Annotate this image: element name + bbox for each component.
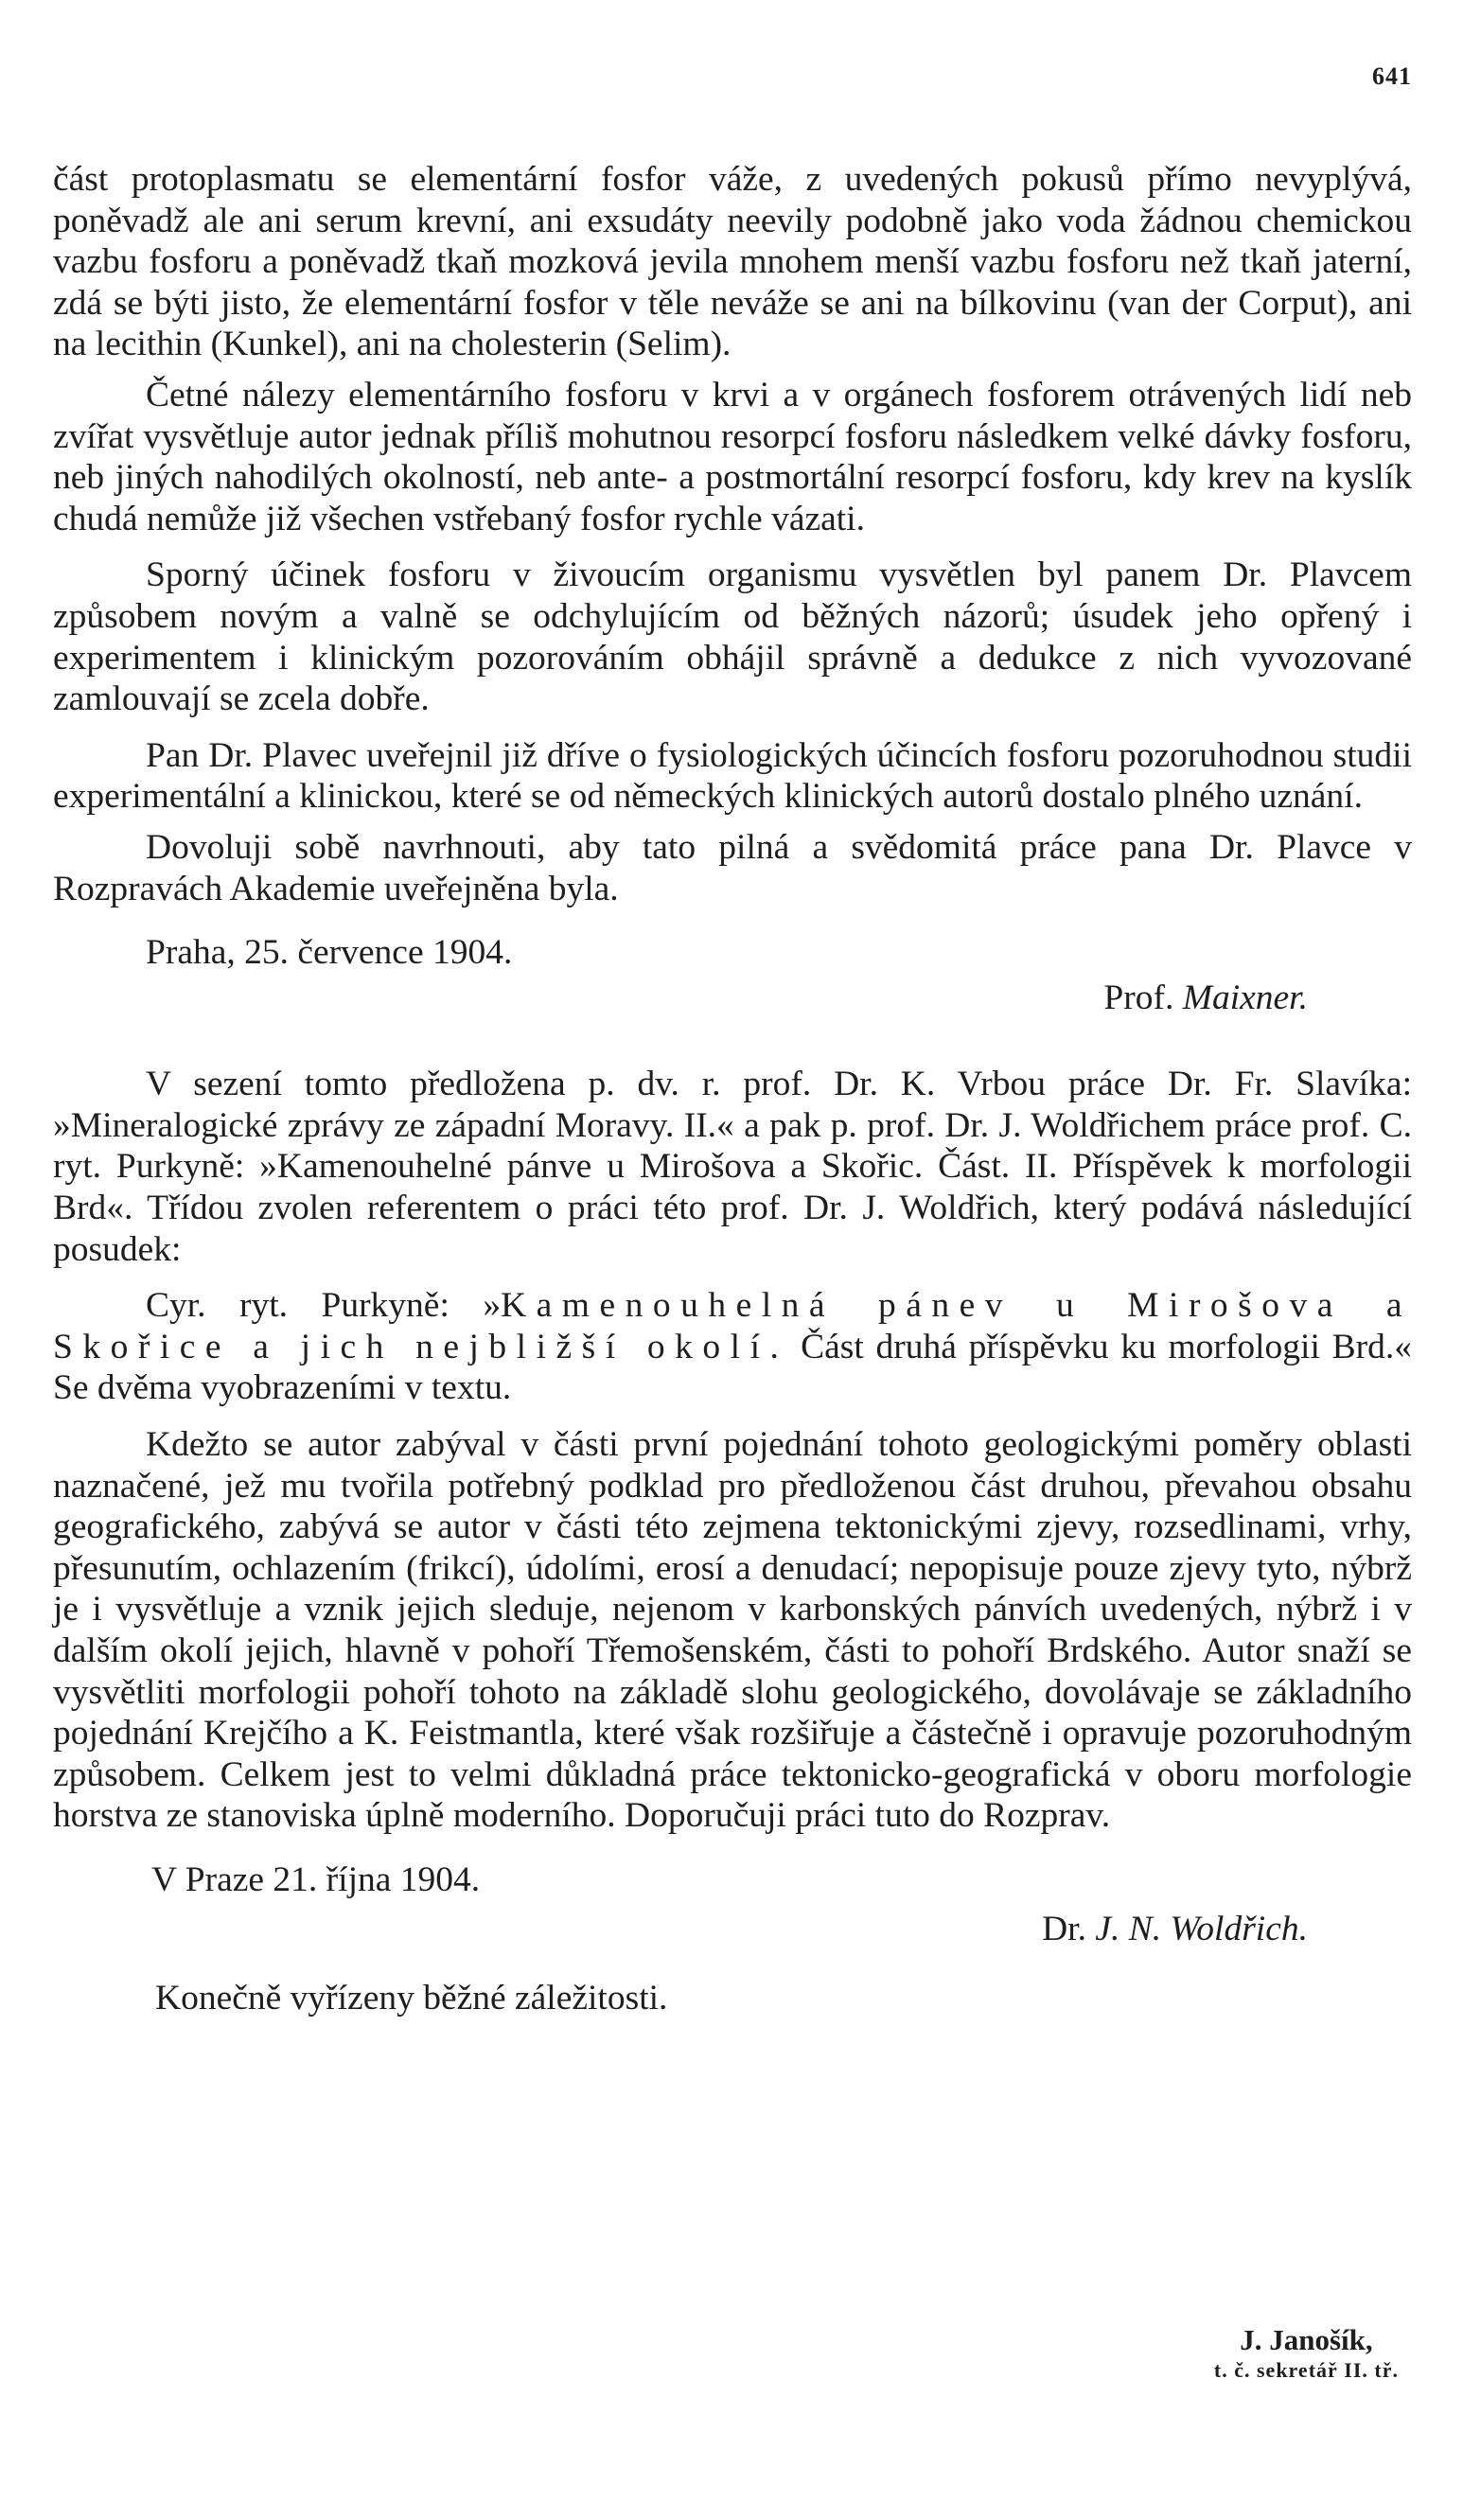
- page-number: 641: [1372, 62, 1412, 90]
- secretary-name: J. Janošík,: [1240, 2323, 1373, 2356]
- closing-line: Konečně vyřízeny běžné záležitosti.: [155, 1979, 668, 2018]
- paragraph-work-title: [53, 1285, 1412, 1409]
- paragraph-resorption: Četné nálezy elementárního fosforu v krvi a v orgánech fosforem otrávených lidí neb zvířat vysvětluje autor jednak příliš mohutnou resorpcí fosforu následkem velké dávky fosforu, neb jiných nahodilých okolností, neb ante- a postmortální resorpcí fosforu, kdy krev na kyslík chudá nemůže již všechen vstřebaný fosfor rychle vázati.: [53, 375, 1412, 538]
- work-subtitle: Část druhá příspěvku ku morfologii Brd.« Se dvěma vyobrazeními v textu.: [53, 1327, 1412, 1408]
- date-prague-2: V Praze 21. října 1904.: [151, 1859, 481, 1899]
- signature-name: J. N. Woldřich.: [1095, 1909, 1308, 1948]
- work-author: Cyr. ryt. Purkyně: »: [146, 1286, 502, 1326]
- signature-prefix: Prof.: [1103, 978, 1174, 1017]
- signature-woldrich: [53, 1909, 1412, 1950]
- signature-maixner: [53, 978, 1412, 1019]
- paragraph-effect: Sporný účinek fosforu v živoucím organismu vysvětlen byl panem Dr. Plavcem způsobem novým a valně se odchylujícím od běžných názorů; úsudek jeho opřený i experimentem i klinickým pozorováním obhájil správně a dedukce z nich vyvozované zamlouvají se zcela dobře.: [53, 555, 1412, 719]
- paragraph-continued: část protoplasmatu se elementární fosfor váže, z uvedených pokusů přímo nevyplývá, poněvadž ale ani serum krevní, ani exsudáty neevily podobně jako voda žádnou chemickou vazbu fosforu a poněvadž tkaň mozková jevila mnohem menší vazbu fosforu než tkaň jaterní, zdá se býti jisto, že elementární fosfor v těle neváže se ani na bílkovinu (van der Corput), ani na lecithin (Kunkel), ani na cholesterin (Selim).: [53, 160, 1412, 364]
- secretary-title: t. č. sekretář II. tř.: [1213, 2358, 1399, 2382]
- work-title: Kamenouhelná pánev u Mirošova a Skořice a jich nejbližší okolí.: [53, 1286, 1413, 1366]
- page-body: [53, 159, 1412, 2019]
- signature-name: Maixner.: [1182, 978, 1308, 1017]
- paragraph-review: Kdežto se autor zabýval v části první pojednání tohoto geologickými poměry oblasti naznačené, jež mu tvořila potřebný podklad pro předloženou část druhou, převahou obsahu geografického, zabývá se autor v části této zejmena tektonickými zjevy, rozsedlinami, vrhy, přesunutím, ochlazením (frikcí), údolími, erosí a denudací; nepopisuje pouze zjevy tyto, nýbrž je i vysvětluje a vznik jejich sleduje, nejenom v karbonských pánvích uvedených, nýbrž i v dalším okolí jejich, hlavně v pohoří Třemošenském, části to pohoří Brdského. Autor snaží se vysvětliti morfologii pohoří tohoto na základě slohu geologického, dovolávaje se základního pojednání Krejčího a K. Feistmantla, které však rozšiřuje a částečně i opravuje pozoruhodným způsobem. Celkem jest to velmi důkladná práce tektonicko-geografická v oboru morfologie horstva ze stanoviska úplně moderního. Doporučuji práci tuto do Rozprav.: [53, 1425, 1412, 1836]
- signature-prefix: Dr.: [1042, 1909, 1086, 1948]
- paragraph-previous-study: Pan Dr. Plavec uveřejnil již dříve o fysiologických účincích fosforu pozoruhodnou studii experimentální a klinickou, které se od německých klinických autorů dostalo plného uznání.: [53, 735, 1412, 817]
- date-prague: Praha, 25. července 1904.: [146, 933, 513, 973]
- secretary-signature: [1214, 2323, 1399, 2384]
- paragraph-proposal: Dovoluji sobě navrhnouti, aby tato pilná a svědomitá práce pana Dr. Plavce v Rozpravách Akademie uveřejněna byla.: [53, 827, 1412, 908]
- paragraph-session: V sezení tomto předložena p. dv. r. prof. Dr. K. Vrbou práce Dr. Fr. Slavíka: »Mineralogické zprávy ze západní Moravy. II.« a pak p. prof. Dr. J. Woldřichem práce prof. C. ryt. Purkyně: »Kamenouhelné pánve u Mirošova a Skořic. Část. II. Příspěvek k morfologii Brd«. Třídou zvolen referentem o práci této prof. Dr. J. Woldřich, který podává následující posudek:: [53, 1065, 1412, 1269]
